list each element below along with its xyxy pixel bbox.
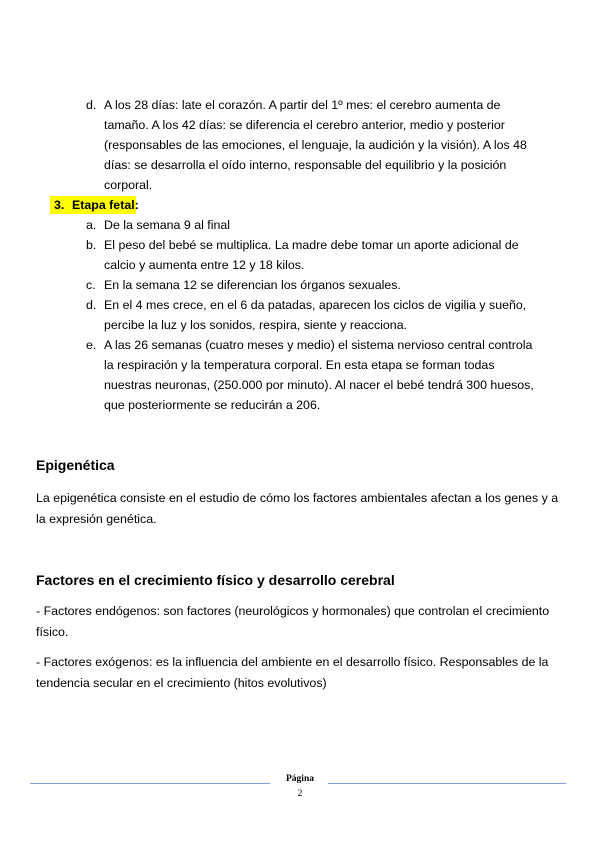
section-3-title [0, 195, 600, 215]
list-item [0, 295, 538, 335]
list [0, 95, 600, 415]
list-item-text: El peso del bebé se multiplica. La madre debe tomar un aporte adicional de calcio y aumenta entre 12 y 18 kilos. [104, 238, 519, 272]
list-item-d [0, 95, 542, 195]
epigenetica-text: La epigenética consiste en el estudio de cómo los factores ambientales afectan a los genes y a la expresión genética. [36, 491, 559, 526]
factores-endogenos-text: - Factores endógenos: son factores (neurológicos y hormonales) que controlan el crecimiento físico. [36, 604, 550, 639]
list-item [0, 275, 538, 295]
epigenetica-heading: Epigenética [36, 457, 115, 473]
factores-exogenos-text: - Factores exógenos: es la influencia del ambiente en el desarrollo físico. Responsables de la tendencia secular en el crecimiento (hitos evolutivos) [36, 655, 549, 690]
list-marker: a. [86, 218, 97, 232]
factores-heading: Factores en el crecimiento físico y desarrollo cerebral [36, 572, 395, 588]
list-item-text: En la semana 12 se diferencian los órganos sexuales. [104, 278, 401, 292]
list-item-text: De la semana 9 al final [104, 218, 231, 232]
list-item [0, 335, 538, 415]
list-marker: b. [86, 238, 97, 252]
list-item-text: En el 4 mes crece, en el 6 da patadas, aparecen los ciclos de vigilia y sueño, percibe la luz y los sonidos, respira, siente y reacciona. [104, 298, 527, 332]
footer-line-right [328, 783, 566, 784]
list-item [0, 235, 538, 275]
footer-page-label: Página [286, 774, 314, 784]
list-marker: d. [86, 298, 97, 312]
list-marker: 3. [54, 198, 65, 212]
list-marker: d. [86, 98, 97, 112]
list-item [0, 215, 538, 235]
list-item-text: A los 28 días: late el corazón. A partir del 1º mes: el cerebro aumenta de tamaño. A los 42 días: se diferencia el cerebro anterior, medio y posterior (responsables de las emociones, el lenguaje, la audición y la visión). A los 48 días: se desarrolla el oído interno, responsable del equilibrio y la posición corporal. [104, 98, 527, 192]
footer-page-number: 2 [297, 789, 303, 799]
footer-line-left [30, 783, 270, 784]
list-item-text: A las 26 semanas (cuatro meses y medio) el sistema nervioso central controla la respiración y la temperatura corporal. En esta etapa se forman todas nuestras neuronas, (250.000 por minuto). Al nacer el bebé tendrá 300 huesos, que posteriormente se reducirán a 206. [104, 338, 534, 412]
list-marker: c. [86, 278, 96, 292]
section-title-text: Etapa fetal: [72, 198, 139, 212]
list-marker: e. [86, 338, 97, 352]
